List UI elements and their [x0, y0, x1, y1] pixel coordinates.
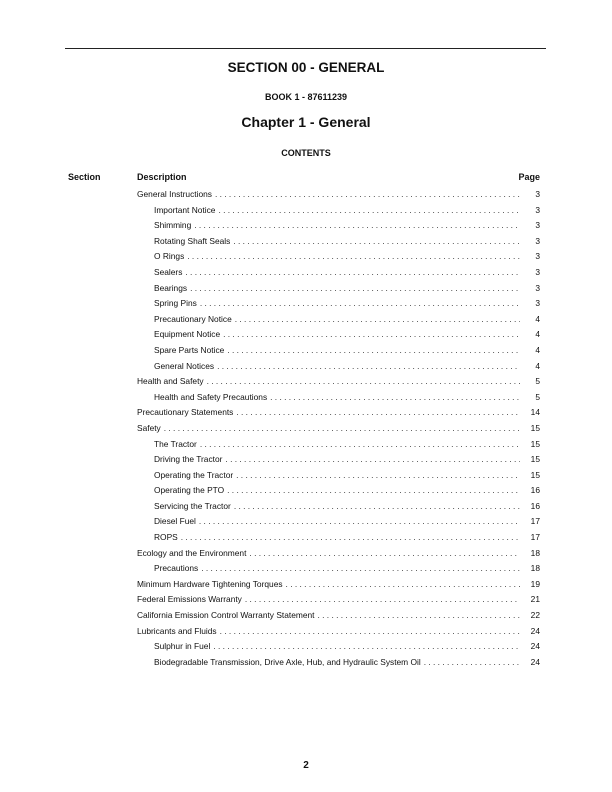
toc-entry[interactable] [0, 639, 612, 655]
toc-leader-dots [424, 655, 520, 671]
toc-leader-dots [249, 546, 520, 562]
toc-entry-title: Federal Emissions Warranty [137, 594, 242, 605]
toc-leader-dots [181, 530, 520, 546]
toc-entry-title: Diesel Fuel [154, 516, 196, 527]
toc-entry[interactable] [0, 281, 612, 297]
toc-entry[interactable] [0, 312, 612, 328]
toc-entry-page: 3 [535, 266, 540, 277]
toc-entry-title: Precautionary Statements [137, 407, 234, 418]
toc-leader-dots [215, 187, 520, 203]
table-of-contents [0, 187, 612, 670]
toc-entry-page: 3 [535, 282, 540, 293]
toc-entry[interactable] [0, 249, 612, 265]
toc-leader-dots [185, 265, 520, 281]
toc-entry-page: 5 [535, 376, 540, 387]
toc-entry[interactable] [0, 296, 612, 312]
section-title: SECTION 00 - GENERAL [227, 60, 385, 75]
toc-leader-dots [236, 405, 520, 421]
toc-entry-page: 16 [530, 500, 540, 511]
toc-entry-title: Operating the PTO [154, 485, 225, 496]
toc-entry-title: Health and Safety [137, 376, 204, 387]
toc-entry[interactable] [0, 483, 612, 499]
toc-entry-page: 3 [535, 251, 540, 262]
toc-leader-dots [194, 218, 520, 234]
toc-entry[interactable] [0, 546, 612, 562]
toc-entry[interactable] [0, 577, 612, 593]
toc-leader-dots [227, 483, 520, 499]
toc-entry-page: 5 [535, 391, 540, 402]
toc-entry-page: 17 [530, 532, 540, 543]
toc-entry[interactable] [0, 421, 612, 437]
page-number: 2 [303, 760, 309, 771]
toc-leader-dots [213, 639, 520, 655]
toc-entry-page: 15 [530, 422, 540, 433]
toc-entry[interactable] [0, 265, 612, 281]
toc-entry-page: 19 [530, 578, 540, 589]
toc-entry-page: 15 [530, 454, 540, 465]
column-header-section: Section [68, 172, 101, 182]
toc-entry[interactable] [0, 530, 612, 546]
toc-entry-title: Equipment Notice [154, 329, 221, 340]
toc-entry-title: Precautions [154, 563, 199, 574]
toc-leader-dots [245, 592, 520, 608]
toc-entry-page: 15 [530, 438, 540, 449]
toc-leader-dots [220, 624, 520, 640]
toc-leader-dots [227, 343, 520, 359]
toc-leader-dots [286, 577, 520, 593]
toc-entry-page: 14 [530, 407, 540, 418]
toc-entry-page: 3 [535, 298, 540, 309]
toc-leader-dots [234, 499, 520, 515]
toc-entry-title: Spring Pins [154, 298, 197, 309]
toc-entry[interactable] [0, 203, 612, 219]
toc-entry-page: 4 [535, 329, 540, 340]
toc-entry[interactable] [0, 655, 612, 671]
toc-entry-page: 3 [535, 189, 540, 199]
book-number: BOOK 1 - 87611239 [264, 92, 348, 102]
toc-entry-page: 4 [535, 344, 540, 355]
toc-leader-dots [199, 514, 520, 530]
toc-leader-dots [200, 437, 520, 453]
toc-entry-page: 22 [530, 610, 540, 621]
toc-entry-title: Sealers [154, 266, 183, 277]
toc-leader-dots [164, 421, 520, 437]
toc-entry-page: 16 [530, 485, 540, 496]
toc-entry-title: Safety [137, 422, 161, 433]
toc-entry-title: The Tractor [154, 438, 197, 449]
toc-entry-title: Biodegradable Transmission, Drive Axle, Hub, and Hydraulic System Oil [154, 656, 421, 667]
toc-entry-title: California Emission Control Warranty Statement [137, 610, 315, 621]
toc-entry-page: 24 [530, 641, 540, 652]
toc-entry-title: Operating the Tractor [154, 469, 234, 480]
toc-entry[interactable] [0, 514, 612, 530]
column-header-page: Page [518, 172, 540, 182]
toc-entry-page: 18 [530, 563, 540, 574]
contents-heading: CONTENTS [281, 148, 331, 158]
toc-entry[interactable] [0, 234, 612, 250]
toc-entry-title: Precautionary Notice [154, 313, 232, 324]
toc-entry-title: Driving the Tractor [154, 454, 223, 465]
toc-leader-dots [236, 468, 520, 484]
chapter-title: Chapter 1 - General [241, 114, 371, 130]
toc-entry-page: 3 [535, 220, 540, 231]
toc-entry-title: Spare Parts Notice [154, 344, 225, 355]
toc-leader-dots [200, 296, 520, 312]
toc-entry[interactable] [0, 468, 612, 484]
toc-leader-dots [190, 281, 520, 297]
toc-entry[interactable] [0, 499, 612, 515]
toc-entry-title: Lubricants and Fluids [137, 625, 217, 636]
toc-leader-dots [223, 327, 520, 343]
toc-entry[interactable] [0, 327, 612, 343]
toc-entry-title: O Rings [154, 251, 185, 262]
toc-entry[interactable] [0, 405, 612, 421]
toc-entry-page: 24 [530, 625, 540, 636]
toc-entry[interactable] [0, 343, 612, 359]
toc-entry-page: 18 [530, 547, 540, 558]
toc-entry-page: 24 [530, 656, 540, 667]
toc-entry-title: General Notices [154, 360, 215, 371]
toc-entry[interactable] [0, 452, 612, 468]
toc-entry[interactable] [0, 624, 612, 640]
toc-entry-page: 4 [535, 313, 540, 324]
toc-entry-page: 15 [530, 469, 540, 480]
toc-entry-title: Sulphur in Fuel [154, 641, 211, 652]
top-rule [65, 48, 546, 49]
toc-entry-title: Rotating Shaft Seals [154, 235, 231, 246]
toc-entry[interactable] [0, 374, 612, 390]
toc-entry-title: ROPS [154, 532, 178, 543]
column-header-description: Description [137, 172, 187, 182]
toc-leader-dots [218, 203, 520, 219]
toc-entry[interactable] [0, 187, 612, 203]
toc-leader-dots [201, 561, 520, 577]
toc-entry[interactable] [0, 561, 612, 577]
toc-entry[interactable] [0, 592, 612, 608]
toc-leader-dots [235, 312, 520, 328]
toc-entry[interactable] [0, 608, 612, 624]
toc-entry-page: 17 [530, 516, 540, 527]
toc-entry-title: Servicing the Tractor [154, 500, 231, 511]
toc-entry-title: Ecology and the Environment [137, 547, 247, 558]
toc-leader-dots [318, 608, 521, 624]
toc-entry-page: 21 [530, 594, 540, 605]
toc-leader-dots [207, 374, 520, 390]
toc-entry-title: Health and Safety Precautions [154, 391, 268, 402]
toc-leader-dots [217, 359, 520, 375]
toc-entry-title: Important Notice [154, 204, 216, 215]
toc-entry-title: General Instructions [137, 189, 212, 199]
toc-entry[interactable] [0, 437, 612, 453]
toc-entry-page: 3 [535, 204, 540, 215]
toc-entry-title: Bearings [154, 282, 188, 293]
toc-leader-dots [225, 452, 520, 468]
toc-entry[interactable] [0, 359, 612, 375]
toc-leader-dots [270, 390, 520, 406]
toc-entry-page: 3 [535, 235, 540, 246]
toc-entry[interactable] [0, 390, 612, 406]
toc-leader-dots [233, 234, 520, 250]
toc-leader-dots [187, 249, 520, 265]
toc-entry-title: Minimum Hardware Tightening Torques [137, 578, 283, 589]
toc-entry[interactable] [0, 218, 612, 234]
toc-entry-page: 4 [535, 360, 540, 371]
toc-entry-title: Shimming [154, 220, 192, 231]
